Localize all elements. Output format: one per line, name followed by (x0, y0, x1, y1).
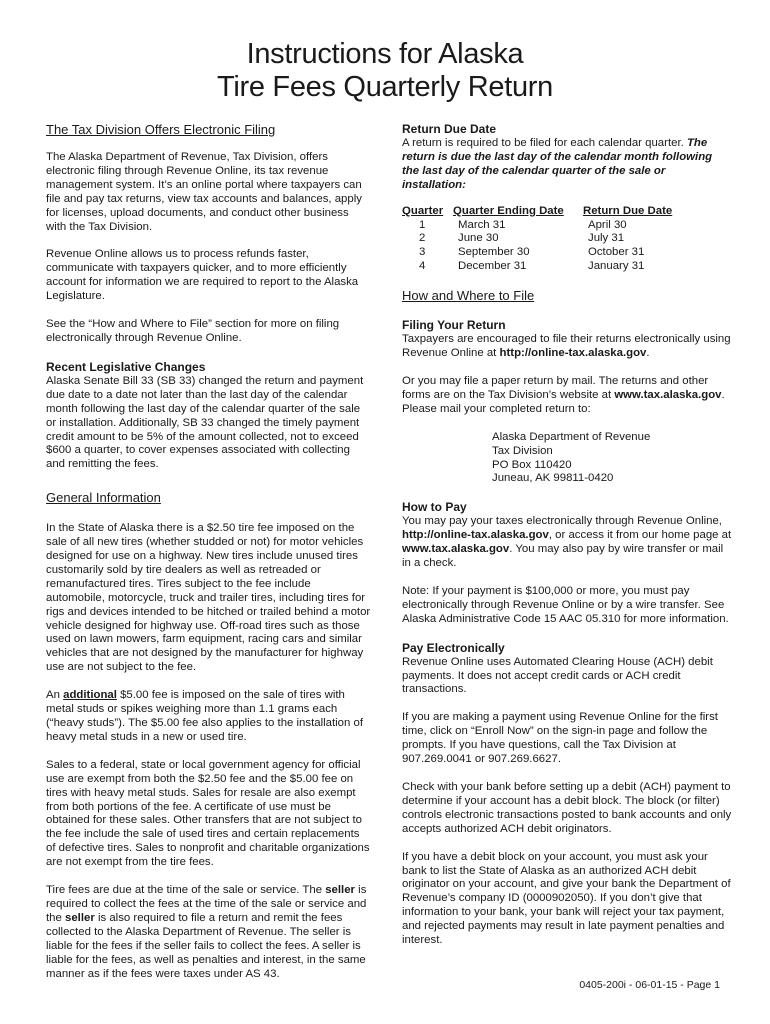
additional-emphasis: additional (63, 689, 117, 702)
electronic-filing-paragraph-1: The Alaska Department of Revenue, Tax Division, offers electronic filing through Revenue Online, its tax revenue management system. It’s an online portal where taxpayers can file and pay tax returns, view tax accounts and balances, apply for licenses, upload documents, and conduct other business with the Tax Division. (46, 151, 362, 233)
table-cell: 3 (419, 246, 426, 259)
address-line: Juneau, AK 99811-0420 (492, 472, 614, 485)
pay-electronically-heading: Pay Electronically (402, 640, 505, 655)
table-row (402, 232, 672, 246)
page-footer: 0405-200i - 06-01-15 - Page 1 (579, 979, 720, 991)
table-cell: December 31 (458, 260, 527, 273)
electronic-filing-heading: The Tax Division Offers Electronic Filing (46, 122, 276, 137)
general-information-heading: General Information (46, 490, 161, 506)
mailing-address (492, 431, 732, 487)
address-line: Alaska Department of Revenue (492, 430, 651, 443)
table-cell: 4 (419, 260, 426, 273)
table-row (402, 260, 672, 274)
pay-electronically-paragraph-2: If you are making a payment using Revenue Online for the first time, click on “Enroll Now” on the sign-in page and follow the prompts. If you have questions, call the Tax Division at 907.269.0041 or 907.269.6627. (402, 711, 718, 766)
due-date-table (402, 205, 672, 275)
table-header-quarter: Quarter (402, 204, 444, 217)
title-line-2: Tire Fees Quarterly Return (216, 71, 553, 103)
electronic-filing-paragraph-2: Revenue Online allows us to process refunds faster, communicate with taxpayers quicker, and to more efficiently account for information we are required to report to the Alaska Legislature. (46, 248, 359, 303)
how-to-pay-heading: How to Pay (402, 500, 467, 515)
left-column (46, 122, 372, 981)
filing-paragraph-1: Taxpayers are encouraged to file their returns electronically using Revenue Online at http://online-tax.alaska.gov. (402, 333, 731, 360)
general-information-paragraph-2: An additional $5.00 fee is imposed on the sale of tires with metal studs or spikes weighing more than 1.1 grams each (“heavy studs”). The $5.00 fee also applies to the installation of heavy metal studs in a new or used tire. (46, 689, 364, 743)
filing-return-heading: Filing Your Return (402, 318, 506, 333)
pay-electronically-paragraph-3: Check with your bank before setting up a debit (ACH) payment to determine if your account has a debit block. The block (or filter) controls electronic transactions posted to bank accounts and only accepts authorized ACH debit originators. (402, 781, 732, 835)
table-row (402, 219, 672, 233)
table-cell: March 31 (458, 218, 506, 231)
table-cell: April 30 (588, 218, 627, 231)
pay-electronically-paragraph-1: Revenue Online uses Automated Clearing House (ACH) debit payments. It does not accept credit cards or ACH credit transactions. (402, 655, 713, 696)
table-cell: 1 (419, 218, 426, 231)
tax-website-link-2[interactable]: www.tax.alaska.gov (402, 543, 510, 556)
table-cell: October 31 (588, 246, 645, 259)
return-due-date-heading: Return Due Date (402, 122, 497, 136)
address-line: Tax Division (492, 444, 553, 457)
table-cell: January 31 (588, 260, 645, 273)
table-header-ending-date: Quarter Ending Date (453, 204, 564, 217)
table-cell: July 31 (588, 232, 625, 245)
legislative-changes-paragraph: Alaska Senate Bill 33 (SB 33) changed the return and payment due date to a date not later than the last day of the calendar month following the last day of the calendar quarter of the sale or installation. Additionally, SB 33 changed the timely payment credit amount to be 5% of the amount collected, not to exceed $600 a quarter, to cover expenses associated with collecting and remitting the fees. (46, 374, 364, 471)
how-to-pay-paragraph-2: Note: If your payment is $100,000 or more, you must pay electronically through Revenue Online or by a wire transfer. See Alaska Administrative Code 15 AAC 05.310 for more information. (402, 584, 729, 625)
page-title (0, 38, 770, 104)
table-cell: June 30 (458, 232, 499, 245)
return-due-date-paragraph: A return is required to be filed for each calendar quarter. The return is due the last day of the calendar month following the last day of the calendar quarter of the sale or installation: (402, 137, 713, 191)
title-line-1: Instructions for Alaska (246, 38, 524, 70)
address-line: PO Box 110420 (492, 458, 572, 471)
table-cell: September 30 (458, 246, 530, 259)
electronic-filing-paragraph-3: See the “How and Where to File” section for more on filing electronically through Revenue Online. (46, 318, 340, 344)
right-column (402, 122, 732, 948)
general-information-paragraph-3: Sales to a federal, state or local government agency for official use are exempt from both the $2.50 fee and the $5.00 fee on tires with heavy metal studs. Sales for resale are also exempt from both portions of the fee. A certificate of use must be obtained for these sales. Other transfers that are not subject to the fee include the sale of used tires and certain replacements of defective tires. Sales to nonprofit and charitable organizations are not exempt from the tire fees. (46, 758, 370, 869)
revenue-online-link[interactable]: http://online-tax.alaska.gov (499, 347, 647, 360)
how-to-pay-paragraph-1: You may pay your taxes electronically through Revenue Online, http://online-tax.alaska.gov, or access it from our home page at www.tax.alaska.gov. You may also pay by wire transfer or mail in a check. (402, 515, 732, 570)
pay-electronically-paragraph-4: If you have a debit block on your account, you must ask your bank to list the State of Alaska as an authorized ACH debit originator on your account, and give your bank the Department of Revenue’s company ID (0000902050). If you don’t give that information to your bank, your bank will reject your tax payment, and rejected payments may result in late payment penalties and interest. (402, 850, 731, 947)
revenue-online-link-2[interactable]: http://online-tax.alaska.gov (402, 529, 549, 542)
how-where-heading: How and Where to File (402, 288, 535, 304)
table-header-due-date: Return Due Date (583, 204, 673, 217)
table-row (402, 246, 672, 260)
tax-website-link[interactable]: www.tax.alaska.gov (614, 388, 722, 401)
table-cell: 2 (419, 232, 426, 245)
filing-paragraph-2: Or you may file a paper return by mail. The returns and other forms are on the Tax Division’s website at www.tax.alaska.gov. Please mail your completed return to: (402, 374, 725, 415)
legislative-changes-heading: Recent Legislative Changes (46, 359, 206, 374)
general-information-paragraph-1: In the State of Alaska there is a $2.50 tire fee imposed on the sale of all new tires (whether studded or not) for motor vehicles designed for use on a highway. New tires include unused tires customarily sold by tire dealers as well as retreaded or remanufactured tires. Tires subject to the fee include automobile, motorcycle, truck and trailer tires, including tires for rigs and devices intended to be hitched or trailed behind a motor vehicle designed for highway use. Off-road tires such as those used on lawn mowers, farm equipment, racing cars and similar vehicles that are not designed by the manufacturer for highway use are not subject to the fee. (46, 522, 371, 674)
general-information-paragraph-4: Tire fees are due at the time of the sale or service. The seller is required to collect the fees at the time of the sale or service and the seller is also required to file a return and remit the fees collected to the Alaska Department of Revenue. The seller is liable for the fees if the seller fails to collect the fees. A seller is liable for the fees, as well as penalties and interest, in the same manner as if the fees were taxes under AS 43. (46, 884, 367, 980)
